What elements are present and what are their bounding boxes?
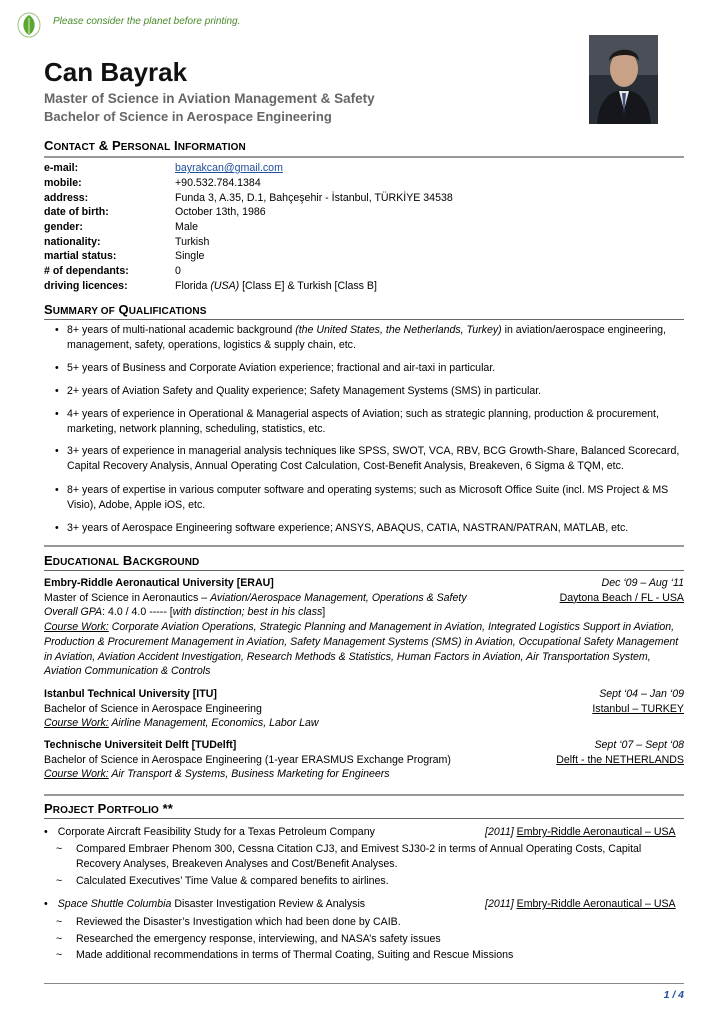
section-divider [44, 319, 684, 320]
contact-row-address: address: Funda 3, A.35, D.1, Bahçeşehir - İstanbul, TÜRKİYE 34538 [44, 192, 453, 204]
contact-row-dob: date of birth: October 13th, 1986 [44, 206, 266, 218]
summary-item: • 8+ years of multi-national academic background (the United States, the Netherlands, Turkey) in aviation/aerospace engineering, management, safety, operations, logistics & supply chain, etc. [55, 324, 666, 351]
school-location: Delft - the NETHERLANDS [556, 753, 684, 766]
print-note: Please consider the planet before printing. [53, 16, 241, 27]
section-divider [44, 570, 684, 571]
school-name: Istanbul Technical University [ITU] [44, 688, 217, 700]
section-divider [44, 156, 684, 158]
school-location: Istanbul – TURKEY [592, 702, 684, 715]
project-detail: ~ Researched the emergency response, interviewing, and NASA’s safety issues [56, 933, 441, 945]
summary-item: • 3+ years of Aerospace Engineering software experience; ANSYS, ABAQUS, CATIA, NASTRAN/PATRAN, MATLAB, etc. [55, 522, 629, 534]
project-item: • Corporate Aircraft Feasibility Study for a Texas Petroleum Company [2011] Embry-Riddle Aeronautical – USA [44, 826, 676, 838]
degree-masters: Master of Science in Aviation Management & Safety [44, 91, 375, 106]
contact-row-gender: gender: Male [44, 221, 198, 233]
project-detail: ~ Made additional recommendations in terms of Thermal Coating, Suiting and Rescue Missions [56, 949, 514, 961]
contact-row-dependants: # of dependants: 0 [44, 265, 181, 277]
summary-section-title: SUMMARY OF QUALIFICATIONS [44, 302, 207, 317]
contact-row-nationality: nationality: Turkish [44, 236, 210, 248]
summary-item: • 8+ years of expertise in various computer software and operating systems; such as Microsoft Office Suite (incl. MS Project & MS Visio), Adobe, Apple iOS, etc. [55, 484, 669, 511]
summary-item: • 5+ years of Business and Corporate Aviation experience; fractional and air-taxi in particular. [55, 362, 496, 374]
section-divider [44, 794, 684, 796]
page-number: 1 / 4 [663, 989, 684, 1001]
candidate-name: Can Bayrak [44, 57, 188, 87]
profile-photo [589, 35, 658, 124]
education-tudelft: Technische Universiteit Delft [TUDelft] Sept ‘07 – Sept ‘08 Bachelor of Science in Aerospace Engineering (1-year ERASMUS Exchange Program) Delft - the NETHERLANDS Course Work: Air Transport & Systems, Business Marketing for Engineers [44, 739, 684, 781]
email-link[interactable]: bayrakcan@gmail.com [175, 162, 283, 174]
degree-bachelors: Bachelor of Science in Aerospace Engineering [44, 109, 332, 124]
contact-row-email: e-mail: bayrakcan@gmail.com [44, 162, 283, 174]
section-divider [44, 545, 684, 547]
leaf-logo-icon [17, 12, 41, 38]
contact-row-mobile: mobile: +90.532.784.1384 [44, 177, 261, 189]
projects-section-title: PROJECT PORTFOLIO ** [44, 801, 173, 816]
project-detail: ~ Calculated Executives’ Time Value & compared benefits to airlines. [56, 875, 389, 887]
contact-row-marital: martial status: Single [44, 250, 205, 262]
education-erau: Embry-Riddle Aeronautical University [ERAU] Dec ‘09 – Aug ‘11 Master of Science in Aeronautics – Aviation/Aerospace Management, Operations & Safety Daytona Beach / FL - USA Overall GPA: 4.0 / 4.0 ----- [with distinction; best in his class] Course Work: Corporate Aviation Operations, Strategic Planning and Management in Aviation, Integrated Logistics Support in Aviation, Production & Procurement Management in Aviation, Safety Management Systems (SMS) in Aviation, Occupational Safety Management in Aviation, Aviation Accident Investigation, Research Methods & Statistics, Human Factors in Aviation, Air Transportation System, Aviation Communication & Controls [44, 577, 684, 678]
contact-section-title: CONTACT & PERSONAL INFORMATION [44, 138, 246, 153]
school-location: Daytona Beach / FL - USA [559, 591, 684, 604]
footer-divider [44, 983, 684, 984]
school-name: Embry-Riddle Aeronautical University [ERAU] [44, 577, 274, 589]
summary-item: • 4+ years of experience in Operational & Managerial aspects of Aviation; such as strategic planning, production & procurement, marketing, network planning, scheduling, statistics, etc. [55, 408, 659, 435]
summary-item: • 2+ years of Aviation Safety and Quality experience; Safety Management Systems (SMS) in particular. [55, 385, 542, 397]
project-detail: ~ Reviewed the Disaster’s Investigation which had been done by CAIB. [56, 916, 401, 928]
section-divider [44, 818, 684, 819]
school-dates: Dec ‘09 – Aug ‘11 [601, 577, 684, 589]
education-section-title: EDUCATIONAL BACKGROUND [44, 553, 200, 568]
school-name: Technische Universiteit Delft [TUDelft] [44, 739, 237, 751]
project-item: • Space Shuttle Columbia Disaster Investigation Review & Analysis [2011] Embry-Riddle Aeronautical – USA [44, 898, 676, 910]
school-dates: Sept ‘07 – Sept ‘08 [594, 739, 684, 751]
education-itu: Istanbul Technical University [ITU] Sept ‘04 – Jan ‘09 Bachelor of Science in Aerospace Engineering Istanbul – TURKEY Course Work: Airline Management, Economics, Labor Law [44, 688, 684, 730]
contact-row-licences: driving licences: Florida (USA) [Class E] & Turkish [Class B] [44, 280, 377, 292]
school-dates: Sept ‘04 – Jan ‘09 [599, 688, 684, 700]
project-detail: ~ Compared Embraer Phenom 300, Cessna Citation CJ3, and Emivest SJ30-2 in terms of Annual Operating Costs, Capital Recovery Analyses, Breakeven Analyses and Cost/Benefit Analyses. [56, 843, 642, 870]
summary-item: • 3+ years of experience in managerial analysis techniques like SPSS, SWOT, VCA, RBV, BCG Growth-Share, Balanced Scorecard, Capital Recovery Analysis, Annual Operating Cost Calculation, Cost-Benefit Analysis, Breakeven, 6 Sigma & TQM, etc. [55, 445, 680, 472]
